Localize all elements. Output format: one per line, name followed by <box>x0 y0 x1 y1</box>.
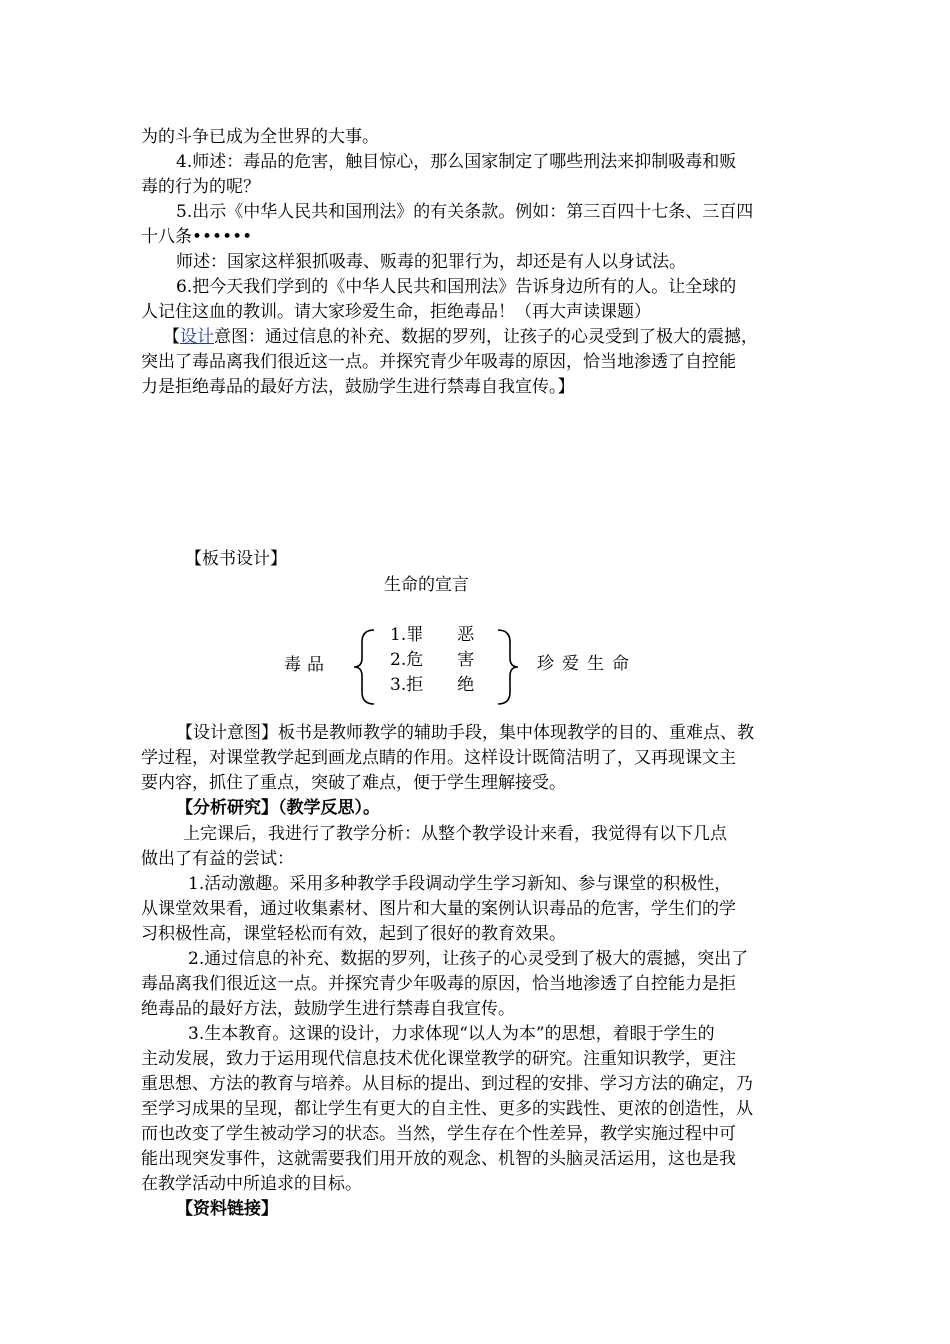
board-right-term: 珍爱生命 <box>537 654 637 674</box>
text-line: 在教学活动中所追求的目标。 <box>141 1174 362 1194</box>
text-line: 5.出示《中华人民共和国刑法》的有关条款。例如：第三百四十七条、三百四 <box>176 202 754 222</box>
right-brace-icon <box>494 628 520 706</box>
text-line: 要内容，抓住了重点，突破了难点，便于学生理解接受。 <box>141 773 566 793</box>
design-intent-line <box>163 325 758 350</box>
text-line: 能出现突发事件，这就需要我们用开放的观念、机智的头脑灵活运用，这也是我 <box>141 1149 736 1169</box>
design-link[interactable]: 设计 <box>180 327 214 347</box>
left-brace-icon <box>352 628 378 706</box>
text-line: 人记住这血的教训。请大家珍爱生命，拒绝毒品！（再大声读课题） <box>141 302 651 322</box>
bracket-open: 【 <box>163 327 180 347</box>
text-line: 而也改变了学生被动学习的状态。当然，学生存在个性差异，教学实施过程中可 <box>141 1124 736 1144</box>
board-item-2: 2.危 害 <box>390 650 475 670</box>
text-line: 重思想、方法的教育与培养。从目标的提出、到过程的安排、学习方法的确定，乃 <box>141 1074 753 1094</box>
text-line: 3.生本教育。这课的设计，力求体现“以人为本”的思想，着眼于学生的 <box>188 1024 715 1044</box>
text-line: 1.活动激趣。采用多种教学手段调动学生学习新知、参与课堂的积极性， <box>188 874 732 894</box>
text-line: 毒品离我们很近这一点。并探究青少年吸毒的原因，恰当地渗透了自控能力是拒 <box>141 974 736 994</box>
text-line: 学过程，对课堂教学起到画龙点睛的作用。这样设计既简洁明了，又再现课文主 <box>141 748 736 768</box>
text-line: 力是拒绝毒品的最好方法，鼓励学生进行禁毒自我宣传。】 <box>141 377 575 397</box>
text-line: 从课堂效果看，通过收集素材、图片和大量的案例认识毒品的危害，学生们的学 <box>141 899 736 919</box>
text-line: 4.师述：毒品的危害，触目惊心，那么国家制定了哪些刑法来抑制吸毒和贩 <box>176 152 737 172</box>
text-line: 至学习成果的呈现，都让学生有更大的自主性、更多的实践性、更浓的创造性，从 <box>141 1099 753 1119</box>
text-line: 6.把今天我们学到的《中华人民共和国刑法》告诉身边所有的人。让全球的 <box>176 277 737 297</box>
text-line: 主动发展，致力于运用现代信息技术优化课堂教学的研究。注重知识教学，更注 <box>141 1049 736 1069</box>
text-line: 绝毒品的最好方法，鼓励学生进行禁毒自我宣传。 <box>141 999 515 1019</box>
text-line: 【设计意图】板书是教师教学的辅助手段，集中体现教学的目的、重难点、教 <box>176 723 754 743</box>
text-line: 毒的行为的呢？ <box>141 177 260 197</box>
text-line: 2.通过信息的补充、数据的罗列，让孩子的心灵受到了极大的震撼，突出了 <box>188 949 749 969</box>
board-item-1: 1.罪 恶 <box>390 625 475 645</box>
section-heading-analysis: 【分析研究】（教学反思）。 <box>176 798 380 818</box>
board-title: 生命的宣言 <box>384 575 469 595</box>
text-line: 上完课后，我进行了教学分析：从整个教学设计来看，我觉得有以下几点 <box>183 824 727 844</box>
board-item-3: 3.拒 绝 <box>390 675 475 695</box>
section-heading-resources: 【资料链接】 <box>176 1199 278 1219</box>
text-line: 为的斗争已成为全世界的大事。 <box>141 127 379 147</box>
text-line: 师述：国家这样狠抓吸毒、贩毒的犯罪行为，却还是有人以身试法。 <box>176 252 686 272</box>
text-span: 意图：通过信息的补充、数据的罗列，让孩子的心灵受到了极大的震撼， <box>214 327 758 347</box>
text-line: 十八条•••••• <box>141 227 253 247</box>
text-line: 习积极性高，课堂轻松而有效，起到了很好的教育效果。 <box>141 924 566 944</box>
board-left-term: 毒品 <box>284 655 330 675</box>
text-line: 突出了毒品离我们很近这一点。并探究青少年吸毒的原因，恰当地渗透了自控能 <box>141 352 736 372</box>
text-line: 做出了有益的尝试： <box>141 849 294 869</box>
board-heading: 【板书设计】 <box>185 549 287 569</box>
